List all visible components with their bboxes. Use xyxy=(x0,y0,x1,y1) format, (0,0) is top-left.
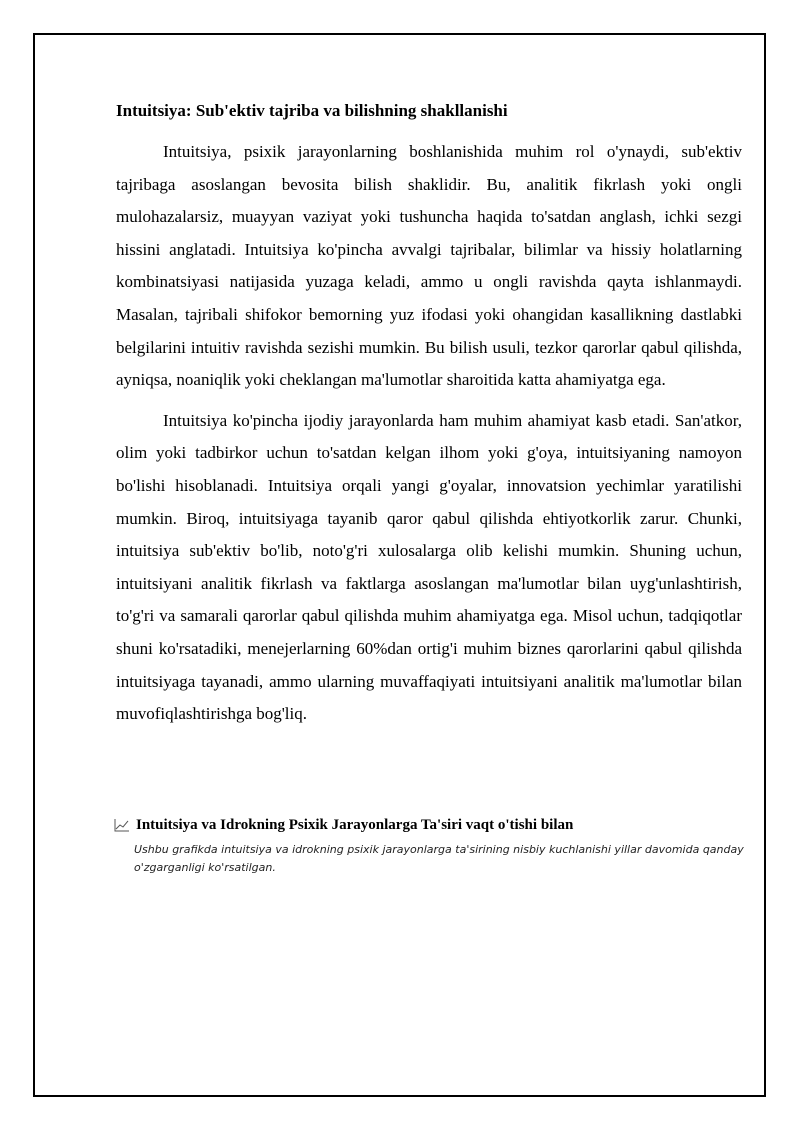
line-chart-icon xyxy=(114,818,130,832)
paragraph-2: Intuitsiya ko'pincha ijodiy jarayonlarda ham muhim ahamiyat kasb etadi. San'atkor, olim yoki tadbirkor uchun to'satdan kelgan ilhom yoki g'oya, intuitsiyaning namoyon bo'lishi hisoblanadi. Intuitsiya orqali yangi g'oyalar, innovatsion yechimlar yaratilishi mumkin. Biroq, intuitsiyaga tayanib qaror qabul qilishda ehtiyotkorlik zarur. Chunki, intuitsiya sub'ektiv bo'lib, noto'g'ri xulosalarga olib kelishi mumkin. Shuning uchun, intuitsiyani analitik fikrlash va faktlarga asoslangan ma'lumotlar bilan uyg'unlashtirish, to'g'ri va samarali qarorlar qabul qilishda muhim ahamiyatga ega. Misol uchun, tadqiqotlar shuni ko'rsatadiki, menejerlarning 60%dan ortig'i muhim biznes qarorlarini qabul qilishda intuitsiyaga tayanadi, ammo ularning muvaffaqiyati intuitsiyani analitik ma'lumotlar bilan muvofiqlashtirishga bog'liq. xyxy=(116,410,742,724)
document-body xyxy=(116,100,742,739)
figure xyxy=(114,815,744,877)
paragraph-1: Intuitsiya, psixik jarayonlarning boshlanishida muhim rol o'ynaydi, sub'ektiv tajribaga asoslangan bevosita bilish shaklidir. Bu, analitik fikrlash yoki ongli mulohazalarsiz, muayyan vaziyat yoki tushuncha haqida to'satdan anglash, ichki sezgi hissini anglatadi. Intuitsiya ko'pincha avvalgi tajribalar, bilimlar va hissiy holatlarning kombinatsiyasi natijasida yuzaga keladi, ammo u ongli ravishda qayta ishlanmaydi. Masalan, tajribali shifokor bemorning yuz ifodasi yoki ohangidan kasallikning dastlabki belgilarini intuitiv ravishda sezishi mumkin. Bu bilish usuli, tezkor qarorlar qabul qilishda, ayniqsa, noaniqlik yoki cheklangan ma'lumotlar sharoitida katta ahamiyatga ega. xyxy=(116,142,742,390)
figure-caption: Ushbu grafikda intuitsiya va idrokning psixik jarayonlarga ta'sirining nisbiy kuchlanishi yillar davomida qanday o'zgarganligi ko'rsatilgan. xyxy=(134,843,744,874)
figure-title-row xyxy=(114,815,744,835)
document-title: Intuitsiya: Sub'ektiv tajriba va bilishning shakllanishi xyxy=(116,101,508,120)
figure-title: Intuitsiya va Idrokning Psixik Jarayonlarga Ta'siri vaqt o'tishi bilan xyxy=(136,817,574,833)
